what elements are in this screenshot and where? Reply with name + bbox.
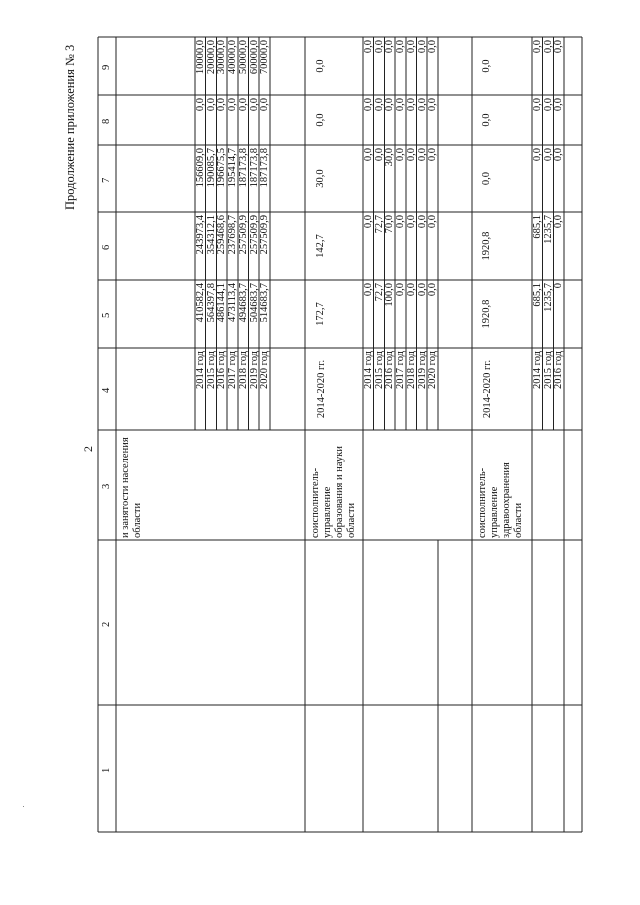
table-row-period: 2020 год	[259, 351, 271, 389]
table-row-c5: 0,0	[427, 283, 439, 297]
table-row-c7: 0,0	[363, 148, 374, 162]
table-row-c7: 0,0	[416, 148, 428, 162]
table-row-c5: 410582,4	[195, 283, 206, 323]
column-header-4: 4	[101, 387, 112, 393]
page-number: 2	[81, 446, 95, 452]
table-row-c9: 0,0	[384, 40, 396, 54]
table-row-c9: 0,0	[405, 40, 417, 54]
column-header-9: 9	[101, 64, 112, 70]
table-row-c9: 0,0	[373, 40, 385, 54]
total-row-c5: 172,7	[315, 302, 326, 326]
table-row-c5: 514683,7	[259, 283, 271, 323]
table-row-period: 2015 год	[373, 351, 385, 389]
table-row-c6: 70,0	[384, 215, 396, 234]
table-row-period: 2020 год	[427, 351, 439, 389]
table-row-c5: 486144,1	[216, 283, 228, 323]
table-row-c6: 0,0	[363, 215, 374, 229]
table-row-c8: 0,0	[542, 98, 554, 112]
table-row-c6: 354312,1	[205, 215, 217, 255]
table-row-c5: 494683,7	[237, 283, 249, 323]
total-row-period: 2014-2020 гг.	[482, 359, 493, 419]
table-row-c8: 0,0	[532, 98, 543, 112]
table-row-period: 2018 год	[405, 351, 417, 389]
table-row-c8: 0,0	[427, 98, 439, 112]
table-row-c5: 0,0	[405, 283, 417, 297]
table-row-c8: 0,0	[216, 98, 228, 112]
table-row-c5: 0,0	[395, 283, 407, 297]
table-row-c9: 0,0	[427, 40, 439, 54]
table-row-c5: 1235,7	[542, 283, 554, 312]
responsible-party: соисполнитель-управление здравоохранения области	[477, 462, 524, 538]
table-row-period: 2015 год	[542, 351, 554, 389]
table-row-period: 2016 год	[384, 351, 396, 389]
column-header-6: 6	[101, 244, 112, 250]
column-header-7: 7	[101, 177, 112, 183]
table-row-period: 2018 год	[237, 351, 249, 389]
table-row-c7: 190085,7	[205, 148, 217, 188]
table-row-c9: 0,0	[553, 40, 565, 54]
responsible-party: соисполнитель-управление образования и науки области	[310, 446, 357, 538]
table-row-c9: 0,0	[532, 40, 543, 54]
table-row-c9: 10000,0	[195, 40, 206, 75]
table-row-c6: 685,1	[532, 215, 543, 239]
table-row-period: 2015 год	[205, 351, 217, 389]
table-row-c7: 0,0	[427, 148, 439, 162]
table-row-c8: 0,0	[227, 98, 239, 112]
table-row-c7: 187173,8	[237, 148, 249, 188]
table-row-c6: 0,0	[427, 215, 439, 229]
table-row-c6: 1235,7	[542, 215, 554, 244]
total-row-c6: 1920,8	[481, 231, 492, 261]
table-row-c9: 50000,0	[237, 40, 249, 75]
table-row-c5: 685,1	[532, 283, 543, 307]
table-row-period: 2019 год	[248, 351, 260, 389]
table-row-c9: 30000,0	[216, 40, 228, 75]
appendix-note: Продолжение приложения № 3	[63, 44, 77, 210]
table-row-c8: 0,0	[259, 98, 271, 112]
table-row-c9: 70000,0	[259, 40, 271, 75]
table-row-c7: 187173,8	[259, 148, 271, 188]
table-row-c7: 30,0	[384, 148, 396, 167]
total-row-c8: 0,0	[315, 113, 326, 127]
table-row-c5: 72,7	[373, 283, 385, 302]
table-row-c6: 0,0	[395, 215, 407, 229]
table-row-c5: 473113,4	[227, 283, 239, 322]
table-row-c6: 259468,6	[216, 215, 228, 255]
total-row-c9: 0,0	[481, 59, 492, 73]
table-row-c6: 0,0	[416, 215, 428, 229]
table-row-c7: 187173,8	[248, 148, 260, 188]
table-row-c7: 0,0	[373, 148, 385, 162]
table-row-period: 2019 год	[416, 351, 428, 389]
table-row-c9: 60000,0	[248, 40, 260, 75]
table-row-c8: 0,0	[405, 98, 417, 112]
table-row-c6: 243973,4	[195, 215, 206, 255]
table-row-period: 2016 год	[216, 351, 228, 389]
table-row-c7: 0,0	[542, 148, 554, 162]
table-row-c7: 195414,7	[227, 148, 239, 188]
column-header-2: 2	[101, 621, 112, 627]
table-row-c8: 0,0	[363, 98, 374, 112]
column-header-8: 8	[101, 118, 112, 124]
table-row-c5: 0,0	[416, 283, 428, 297]
table-row-c7: 196675,5	[216, 148, 228, 188]
table-row-period: 2014 год	[532, 351, 543, 389]
table-row-c9: 0,0	[416, 40, 428, 54]
total-row-period: 2014-2020 гг.	[316, 359, 327, 419]
table-row-c9: 0,0	[395, 40, 407, 54]
table-row-c8: 0,0	[553, 98, 565, 112]
total-row-c8: 0,0	[481, 113, 492, 127]
table-row-c5: 504683,7	[248, 283, 260, 323]
column-header-3: 3	[101, 483, 112, 489]
table-row-c8: 0,0	[237, 98, 249, 112]
table-row-c7: 0,0	[405, 148, 417, 162]
table-row-period: 2014 год	[195, 351, 206, 389]
table-row-c8: 0,0	[395, 98, 407, 112]
table-row-c7: 0,0	[532, 148, 543, 162]
table-row-c6: 237698,7	[227, 215, 239, 255]
total-row-c5: 1920,8	[481, 299, 492, 329]
table-row-c7: 0,0	[395, 148, 407, 162]
total-row-c7: 30,0	[315, 169, 326, 188]
table-row-c6: 257509,9	[237, 215, 249, 255]
table-row-period: 2016 год	[553, 351, 565, 389]
table-row-c6: 257509,9	[259, 215, 271, 255]
table-row-period: 2017 год	[227, 351, 239, 389]
table-row-c9: 40000,0	[227, 40, 239, 75]
table-row-period: 2017 год	[395, 351, 407, 389]
total-row-c6: 142,7	[315, 234, 326, 258]
column-header-5: 5	[101, 312, 112, 318]
table-row-c8: 0,0	[195, 98, 206, 112]
table-row-c5: 100,0	[384, 283, 396, 307]
table-row-c6: 0,0	[405, 215, 417, 229]
table-row-c7: 0,0	[553, 148, 565, 162]
table-row-c9: 0,0	[542, 40, 554, 54]
table-row-c5: 564397,8	[205, 283, 217, 323]
column-header-1: 1	[101, 767, 112, 773]
table-row-c8: 0,0	[248, 98, 260, 112]
table-row-c6: 72,7	[373, 215, 385, 234]
table-row-c9: 20000,0	[205, 40, 217, 75]
table-row-c8: 0,0	[416, 98, 428, 112]
table-row-c8: 0,0	[373, 98, 385, 112]
table-row-c8: 0,0	[384, 98, 396, 112]
table-row-period: 2014 год	[363, 351, 374, 389]
responsible-party: и занятости населения области	[120, 437, 143, 538]
table-row-c9: 0,0	[363, 40, 374, 54]
total-row-c9: 0,0	[315, 59, 326, 73]
table-row-c5: 0,0	[363, 283, 374, 297]
table-row-c8: 0,0	[205, 98, 217, 112]
table-row-c5: 0	[553, 283, 565, 289]
table-row-c7: 156609,0	[195, 148, 206, 188]
table-row-c6: 257509,9	[248, 215, 260, 255]
total-row-c7: 0,0	[481, 171, 492, 186]
table-row-c6: 0,0	[553, 215, 565, 229]
